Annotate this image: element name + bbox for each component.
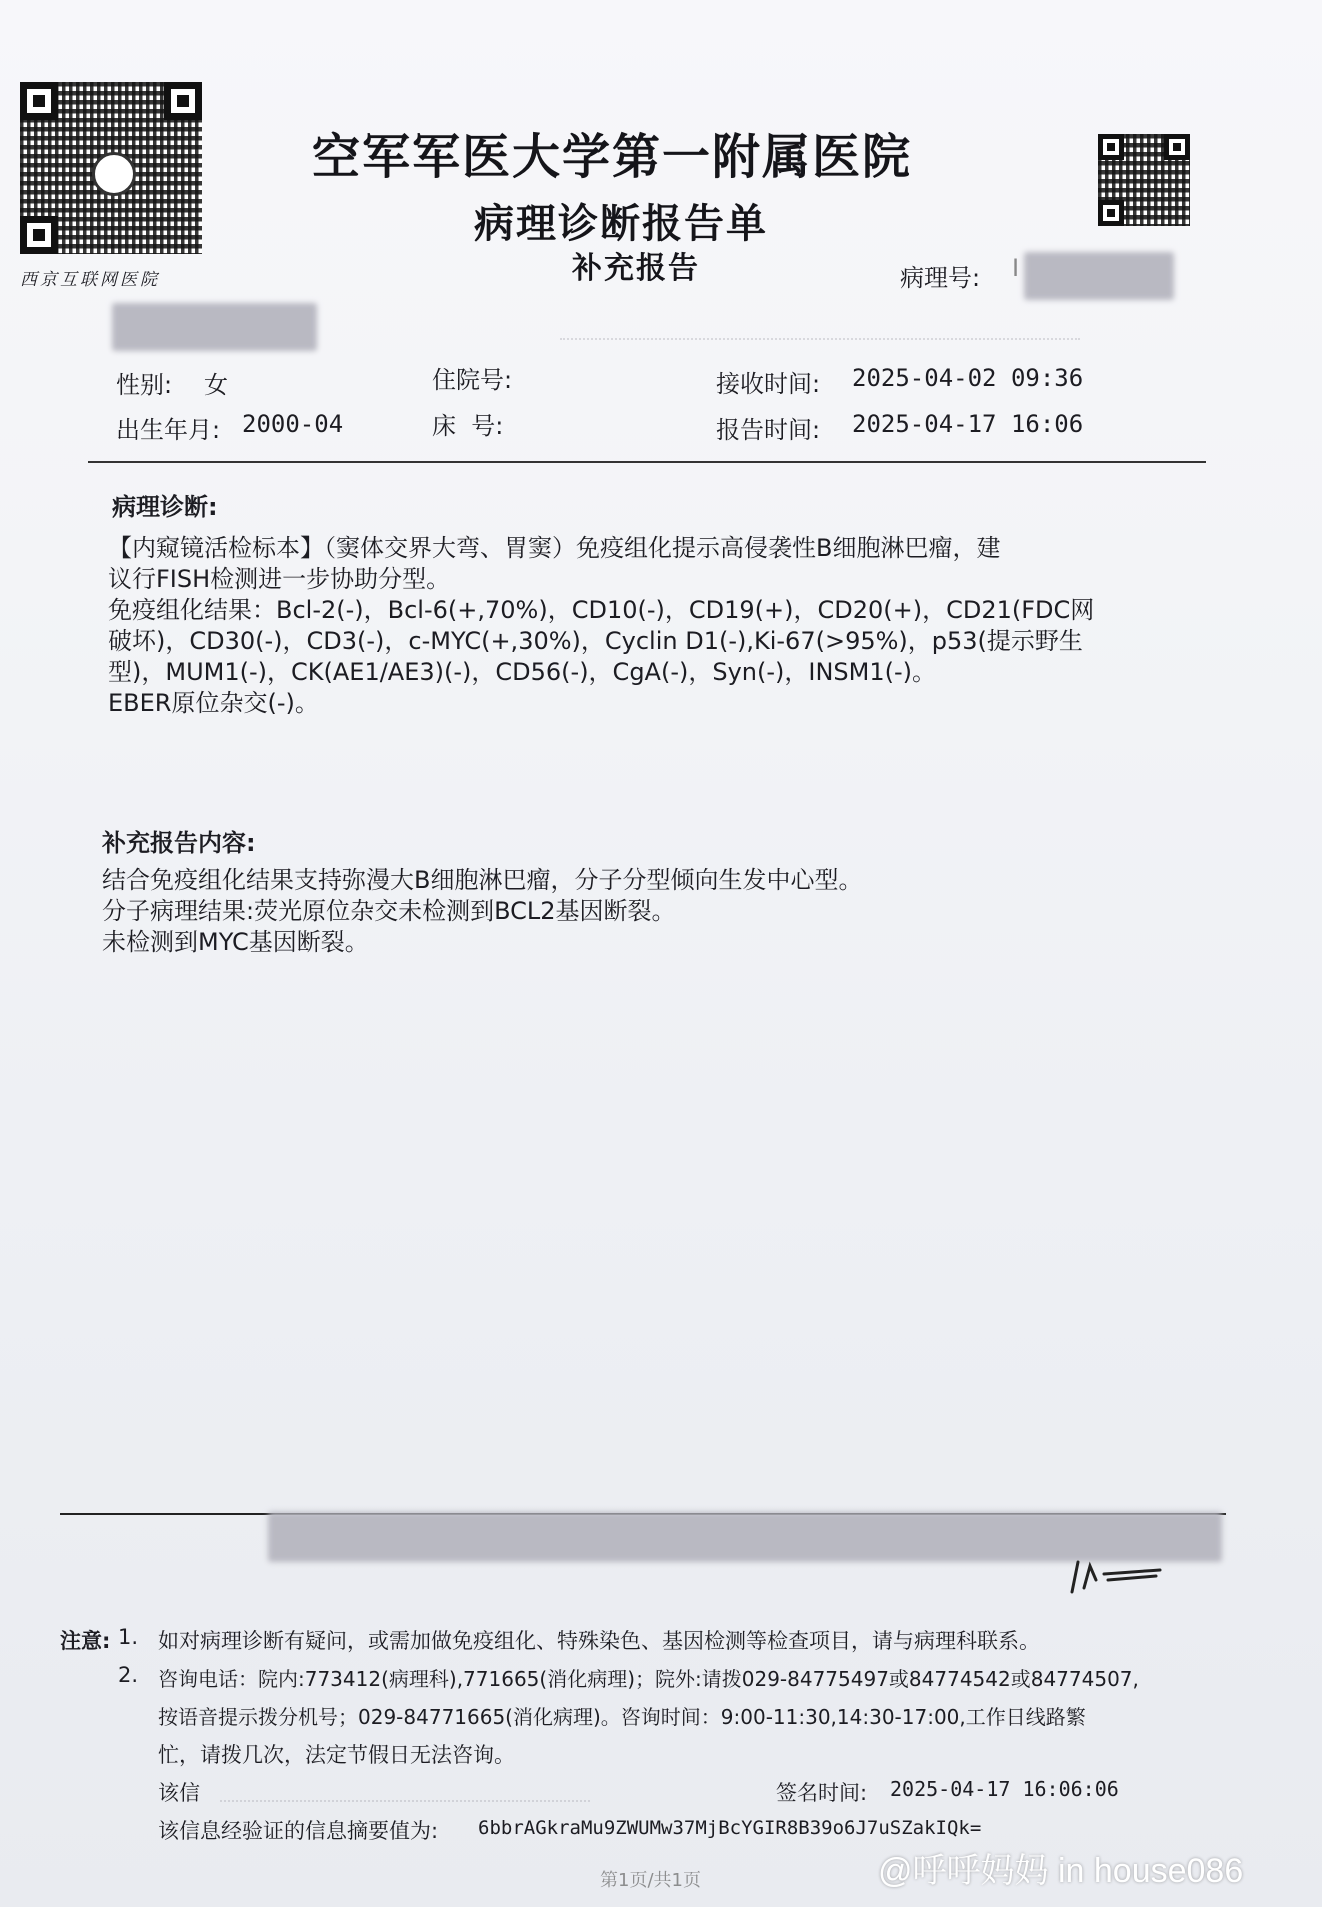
diagnosis-line: 【内窥镜活检标本】（窦体交界大弯、胃窦）免疫组化提示高侵袭性B细胞淋巴瘤，建: [108, 534, 1001, 562]
diagnosis-body: [108, 533, 1228, 719]
sign-time-value: 2025-04-17 16:06:06: [890, 1777, 1119, 1801]
digest-label: 该信息经验证的信息摘要值为:: [158, 1819, 439, 1843]
diagnosis-line: EBER原位杂交(-)。: [108, 689, 319, 717]
supplement-body: [102, 865, 1222, 958]
hospital-name: 空军军医大学第一附属医院: [312, 129, 913, 185]
digest-value: 6bbrAGkraMu9ZWUMw37MjBcYGIR8B39o6J7uSZakIQk=: [478, 1817, 982, 1839]
report-time-value: 2025-04-17 16:06: [852, 410, 1084, 438]
sign-time-label: 签名时间:: [776, 1781, 868, 1805]
diagnosis-heading: 病理诊断:: [112, 493, 218, 521]
info-redaction-dots: [220, 1790, 590, 1802]
note2-line: 按语音提示拨分机号；029-84771665(消化病理)。咨询时间：9:00-11:30,14:30-17:00,工作日线路繁: [158, 1705, 1086, 1729]
report-time-label: 报告时间:: [716, 416, 821, 444]
hospital-logo-icon: [92, 152, 136, 196]
diagnosis-line: 免疫组化结果：Bcl-2(-)，Bcl-6(+,70%)，CD10(-)，CD19(+)，CD20(+)，CD21(FDC网: [108, 596, 1095, 624]
supplement-heading: 补充报告内容:: [102, 829, 256, 857]
report-qr-code: [1098, 134, 1190, 226]
diagnosis-line: 破坏)，CD30(-)，CD3(-)，c-MYC(+,30%)，Cyclin D1(-),Ki-67(>95%)，p53(提示野生: [108, 627, 1083, 655]
pathology-no-prefix: I: [1012, 254, 1020, 282]
doctor-signature: [1060, 1550, 1180, 1600]
supplement-line: 未检测到MYC基因断裂。: [102, 928, 369, 956]
redacted-row-dots: [560, 318, 1080, 340]
note2-num: 2.: [118, 1663, 139, 1687]
diagnosis-line: 型)，MUM1(-)，CK(AE1/AE3)(-)，CD56(-)，CgA(-)，Syn(-)，INSM1(-)。: [108, 658, 937, 686]
report-title: 病理诊断报告单: [474, 201, 768, 247]
page-number: 第1页/共1页: [600, 1870, 701, 1891]
note2-line: 忙，请拨几次，法定节假日无法咨询。: [158, 1743, 515, 1767]
report-subtitle: 补充报告: [572, 251, 700, 286]
birth-label: 出生年月:: [116, 416, 221, 444]
diagnosis-line: 议行FISH检测进一步协助分型。: [108, 565, 451, 593]
supplement-line: 分子病理结果:荧光原位杂交未检测到BCL2基因断裂。: [102, 897, 676, 925]
info-partial: 该信: [158, 1781, 200, 1805]
gender-value: 女: [204, 371, 228, 399]
received-value: 2025-04-02 09:36: [852, 364, 1084, 392]
qr-caption: 西京互联网医院: [20, 270, 160, 290]
patient-name-redaction: [112, 303, 317, 351]
pathology-no-label: 病理号:: [900, 264, 981, 292]
admission-label: 住院号:: [432, 366, 513, 394]
received-label: 接收时间:: [716, 370, 821, 398]
pathology-no-redaction: [1024, 252, 1174, 300]
notice-label: 注意:: [60, 1629, 111, 1653]
note1-text: 如对病理诊断有疑问，或需加做免疫组化、特殊染色、基因检测等检查项目，请与病理科联系。: [158, 1629, 1040, 1653]
birth-value: 2000-04: [242, 410, 344, 438]
supplement-line: 结合免疫组化结果支持弥漫大B细胞淋巴瘤，分子分型倾向生发中心型。: [102, 866, 863, 894]
bed-label: 床 号:: [432, 412, 504, 440]
hospital-qr-code: [20, 82, 202, 254]
watermark: @呼呼妈妈 in house086: [878, 1852, 1244, 1890]
note1-num: 1.: [118, 1625, 139, 1649]
note2-line: 咨询电话：院内:773412(病理科),771665(消化病理)；院外:请拨029-84775497或84774542或84774507,: [158, 1667, 1139, 1691]
header-divider: [88, 461, 1206, 463]
gender-label: 性别:: [116, 371, 173, 399]
